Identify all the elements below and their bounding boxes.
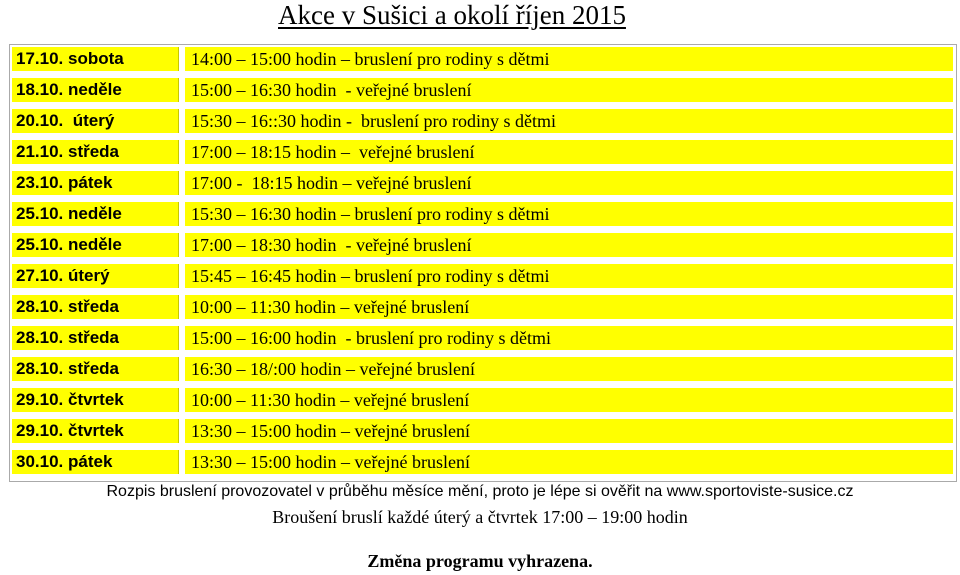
schedule-row <box>10 45 956 71</box>
schedule-event: 16:30 – 18/:00 hodin – veřejné bruslení <box>185 357 953 381</box>
schedule-day: 30.10. pátek <box>12 450 179 474</box>
schedule-day: 18.10. neděle <box>12 78 179 102</box>
page-title <box>0 0 960 40</box>
schedule-row <box>10 448 956 474</box>
schedule-day: 20.10. úterý <box>12 109 179 133</box>
schedule-table <box>9 44 957 482</box>
schedule-day: 28.10. středa <box>12 326 179 350</box>
schedule-row <box>10 169 956 195</box>
schedule-day: 28.10. středa <box>12 295 179 319</box>
schedule-row <box>10 417 956 443</box>
schedule-row <box>10 262 956 288</box>
schedule-event: 10:00 – 11:30 hodin – veřejné bruslení <box>185 295 953 319</box>
schedule-row <box>10 386 956 412</box>
schedule-event: 17:00 – 18:15 hodin – veřejné bruslení <box>185 140 953 164</box>
schedule-day: 29.10. čtvrtek <box>12 419 179 443</box>
schedule-event: 15:00 – 16:00 hodin - bruslení pro rodiny s dětmi <box>185 326 953 350</box>
schedule-row <box>10 76 956 102</box>
schedule-event: 15:30 – 16::30 hodin - bruslení pro rodiny s dětmi <box>185 109 953 133</box>
schedule-row <box>10 293 956 319</box>
schedule-event: 15:30 – 16:30 hodin – bruslení pro rodiny s dětmi <box>185 202 953 226</box>
schedule-row <box>10 355 956 381</box>
schedule-day: 23.10. pátek <box>12 171 179 195</box>
schedule-day: 17.10. sobota <box>12 47 179 71</box>
schedule-event: 17:00 – 18:30 hodin - veřejné bruslení <box>185 233 953 257</box>
schedule-event: 13:30 – 15:00 hodin – veřejné bruslení <box>185 419 953 443</box>
schedule-day: 29.10. čtvrtek <box>12 388 179 412</box>
schedule-row <box>10 200 956 226</box>
schedule-row <box>10 324 956 350</box>
schedule-event: 13:30 – 15:00 hodin – veřejné bruslení <box>185 450 953 474</box>
footer-note: Rozpis bruslení provozovatel v průběhu měsíce mění, proto je lépe si ověřit na www.sportoviste-susice.cz <box>106 483 854 500</box>
schedule-row <box>10 231 956 257</box>
schedule-row <box>10 107 956 133</box>
schedule-day: 25.10. neděle <box>12 233 179 257</box>
schedule-day: 27.10. úterý <box>12 264 179 288</box>
schedule-event: 15:00 – 16:30 hodin - veřejné bruslení <box>185 78 953 102</box>
schedule-event: 15:45 – 16:45 hodin – bruslení pro rodiny s dětmi <box>185 264 953 288</box>
footer-sharpening: Broušení bruslí každé úterý a čtvrtek 17:00 – 19:00 hodin <box>272 507 688 527</box>
schedule-event: 14:00 – 15:00 hodin – bruslení pro rodiny s dětmi <box>185 47 953 71</box>
schedule-event: 10:00 – 11:30 hodin – veřejné bruslení <box>185 388 953 412</box>
schedule-day: 25.10. neděle <box>12 202 179 226</box>
schedule-row <box>10 138 956 164</box>
footer-disclaimer: Změna programu vyhrazena. <box>367 551 593 571</box>
page-title-text: Akce v Sušici a okolí říjen 2015 <box>278 0 626 30</box>
schedule-day: 21.10. středa <box>12 140 179 164</box>
schedule-event: 17:00 - 18:15 hodin – veřejné bruslení <box>185 171 953 195</box>
schedule-day: 28.10. středa <box>12 357 179 381</box>
